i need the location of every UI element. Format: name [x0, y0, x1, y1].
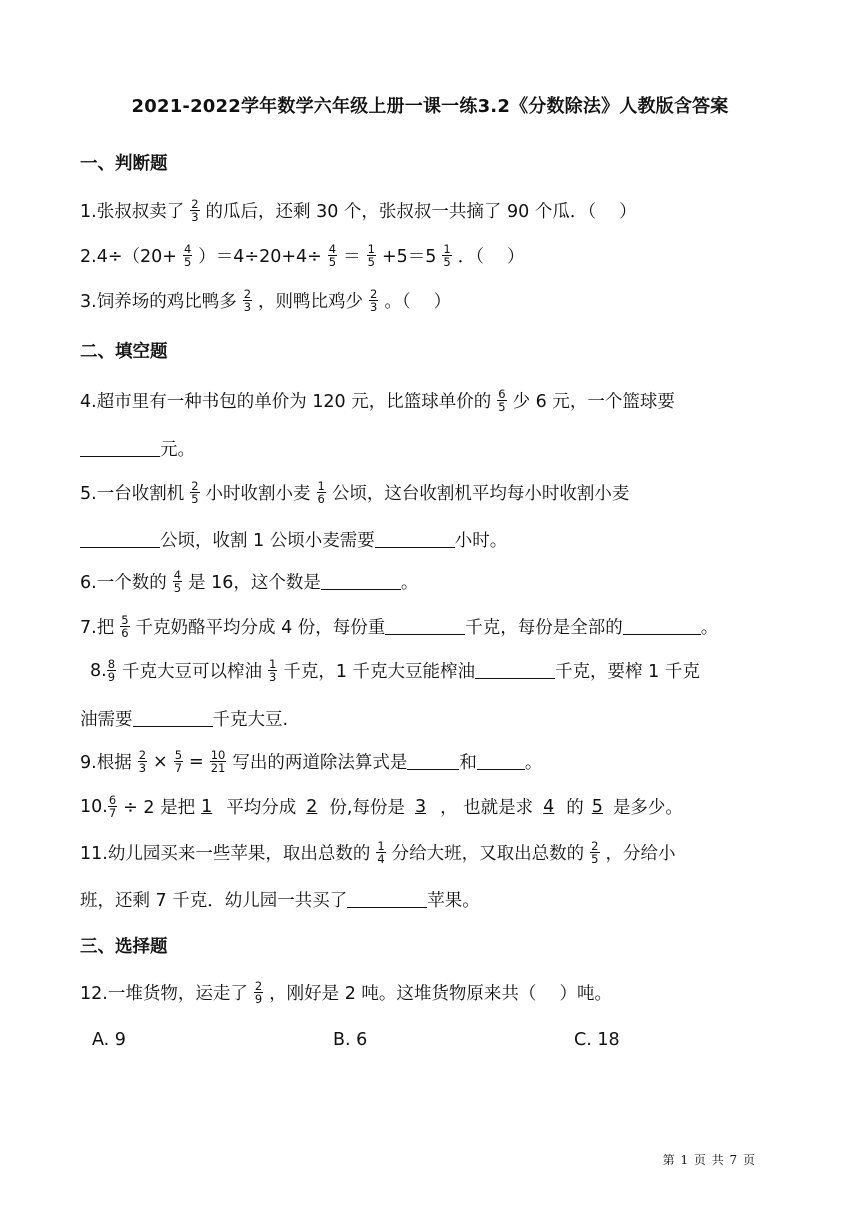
fraction: $\frac{2}{9}$ — [254, 979, 263, 1006]
question-3 — [80, 288, 780, 313]
fraction: $\frac{2}{3}$ — [191, 197, 199, 224]
answer-blank[interactable] — [385, 618, 465, 635]
question-text: 。 — [524, 753, 543, 773]
question-text: 小时收割小麦 — [205, 484, 311, 504]
question-text: 千克，1 千克大豆能榨油 — [283, 662, 476, 682]
fraction: $\frac{2}{3}$ — [370, 287, 378, 314]
question-text: 公顷，收割 1 公顷小麦需要 — [160, 531, 375, 551]
question-text: 的瓜后，还剩 30 个，张叔叔一共摘了 90 个瓜．（ ） — [205, 202, 637, 222]
question-text: 2.4÷（20+ — [80, 247, 177, 267]
fraction: $\frac{4}{5}$ — [183, 242, 192, 269]
question-text: 是 16，这个数是 — [188, 573, 321, 593]
question-12 — [80, 980, 780, 1005]
question-8 — [90, 658, 780, 683]
question-text: 苹果。 — [427, 891, 480, 911]
question-text: 是多少。 — [612, 798, 683, 818]
question-text: 千克大豆可以榨油 — [122, 662, 263, 682]
fraction: $\frac{8}{9}$ — [107, 657, 116, 684]
question-text: 6.一个数的 — [80, 573, 167, 593]
question-text: 油需要 — [80, 710, 133, 730]
option-a[interactable]: A. 9 — [92, 1030, 126, 1050]
question-text: 9.根据 — [80, 753, 132, 773]
question-text: 平均分成 — [226, 798, 297, 818]
question-text: 份,每份是 — [329, 798, 405, 818]
question-text: ．（ ） — [457, 247, 525, 267]
question-text: 公顷，这台收割机平均每小时收割小麦 — [331, 484, 630, 504]
question-text: 10. — [80, 796, 108, 817]
question-10 — [80, 794, 780, 819]
fraction: $\frac{1}{5}$ — [367, 242, 375, 269]
question-text: 。 — [700, 618, 719, 638]
question-text: 千克，要榨 1 千克 — [555, 662, 700, 682]
question-text: 千克奶酪平均分成 4 份，每份重 — [135, 618, 386, 638]
fraction: $\frac{6}{7}$ — [108, 793, 117, 820]
question-11 — [80, 840, 780, 865]
answer-blank[interactable] — [375, 531, 455, 548]
fraction: $\frac{5}{6}$ — [121, 613, 129, 640]
question-4 — [80, 388, 780, 413]
question-text: ，分给小 — [605, 844, 676, 864]
fraction: $\frac{2}{3}$ — [243, 287, 252, 314]
fraction: $\frac{4}{5}$ — [328, 242, 337, 269]
question-text: 12.一堆货物，运走了 — [80, 984, 248, 1004]
page-title: 2021-2022学年数学六年级上册一课一练3.2《分数除法》人教版含答案 — [131, 96, 729, 117]
question-text: ， 也就是求 — [440, 798, 534, 818]
answer-blank[interactable] — [407, 753, 459, 770]
question-2 — [80, 243, 780, 268]
fraction: $\frac{6}{5}$ — [498, 387, 506, 414]
answer-blank[interactable] — [133, 710, 213, 727]
question-text: ，刚好是 2 吨。这堆货物原来共（ ）吨。 — [269, 984, 612, 1004]
answer-blank[interactable] — [623, 618, 701, 635]
question-text: ÷ 2 是把 — [123, 798, 196, 818]
fraction: $\frac{2}{5}$ — [191, 479, 199, 506]
fraction: $\frac{1}{5}$ — [443, 242, 451, 269]
question-text: 。（ ） — [384, 292, 452, 312]
question-9 — [80, 749, 780, 774]
question-text: 小时。 — [454, 531, 508, 551]
fraction: $\frac{5}{7}$ — [174, 748, 183, 775]
question-text: ，则鸭比鸡少 — [258, 292, 364, 312]
question-text: 5.一台收割机 — [80, 484, 185, 504]
question-text: 4.超市里有一种书包的单价为 120 元，比篮球单价的 — [80, 392, 492, 412]
option-b[interactable]: B. 6 — [333, 1030, 368, 1050]
fraction: $\frac{2}{5}$ — [591, 839, 599, 866]
question-5 — [80, 480, 780, 505]
fraction: $\frac{4}{5}$ — [173, 568, 182, 595]
question-text: × — [153, 751, 168, 772]
question-text: ＝ — [343, 247, 361, 267]
answer-blank[interactable] — [321, 573, 401, 590]
question-text: 和 — [459, 753, 477, 773]
question-text: 元。 — [160, 440, 195, 460]
section-heading-choice: 三、选择题 — [80, 937, 168, 957]
question-text: +5＝5 — [381, 247, 437, 267]
question-text: 班，还剩 7 千克．幼儿园一共买了 — [80, 891, 348, 911]
answer-blank[interactable] — [475, 662, 555, 679]
question-text: 的 — [566, 798, 584, 818]
question-text: 写出的两道除法算式是 — [232, 753, 408, 773]
answer-blank[interactable] — [80, 440, 160, 457]
question-text: 。 — [400, 573, 419, 593]
question-text: 少 6 元，一个篮球要 — [512, 392, 675, 412]
question-7 — [80, 614, 780, 639]
question-text: 千克，每份是全部的 — [465, 618, 623, 638]
question-text: 11.幼儿园买来一些苹果，取出总数的 — [80, 844, 371, 864]
question-text: ）＝4÷20+4÷ — [198, 247, 322, 267]
answer-blank[interactable]: 2 — [306, 796, 318, 817]
answer-blank[interactable]: 4 — [543, 796, 555, 817]
question-1 — [80, 198, 780, 223]
fraction: $\frac{2}{3}$ — [138, 748, 147, 775]
section-heading-judgment: 一、判断题 — [80, 154, 168, 174]
fraction: $\frac{1}{4}$ — [377, 839, 385, 866]
answer-blank[interactable] — [347, 891, 427, 908]
fraction: $\frac{10}{21}$ — [210, 748, 226, 775]
question-text: 千克大豆. — [212, 710, 289, 730]
answer-blank[interactable]: 1 — [201, 796, 213, 817]
answer-blank[interactable]: 5 — [591, 796, 603, 817]
question-text: 分给大班，又取出总数的 — [391, 844, 585, 864]
question-4-line-2 — [80, 436, 780, 461]
question-text: 7.把 — [80, 618, 115, 638]
fraction: $\frac{1}{3}$ — [269, 657, 277, 684]
page-footer: 第 1 页 共 7 页 — [662, 1153, 756, 1167]
question-11-line-2 — [80, 887, 780, 912]
question-text: 3.饲养场的鸡比鸭多 — [80, 292, 237, 312]
question-text: = — [189, 751, 204, 772]
option-c[interactable]: C. 18 — [574, 1030, 620, 1050]
answer-blank[interactable] — [477, 753, 525, 770]
fraction: $\frac{1}{6}$ — [317, 479, 325, 506]
question-8-line-2 — [80, 706, 780, 731]
question-6 — [80, 569, 780, 594]
answer-blank[interactable] — [80, 531, 160, 548]
question-text: 1.张叔叔卖了 — [80, 202, 185, 222]
question-5-line-2 — [80, 527, 780, 552]
answer-blank[interactable]: 3 — [414, 796, 427, 817]
section-heading-fill-blank: 二、填空题 — [80, 342, 168, 362]
question-text: 8. — [90, 660, 107, 681]
